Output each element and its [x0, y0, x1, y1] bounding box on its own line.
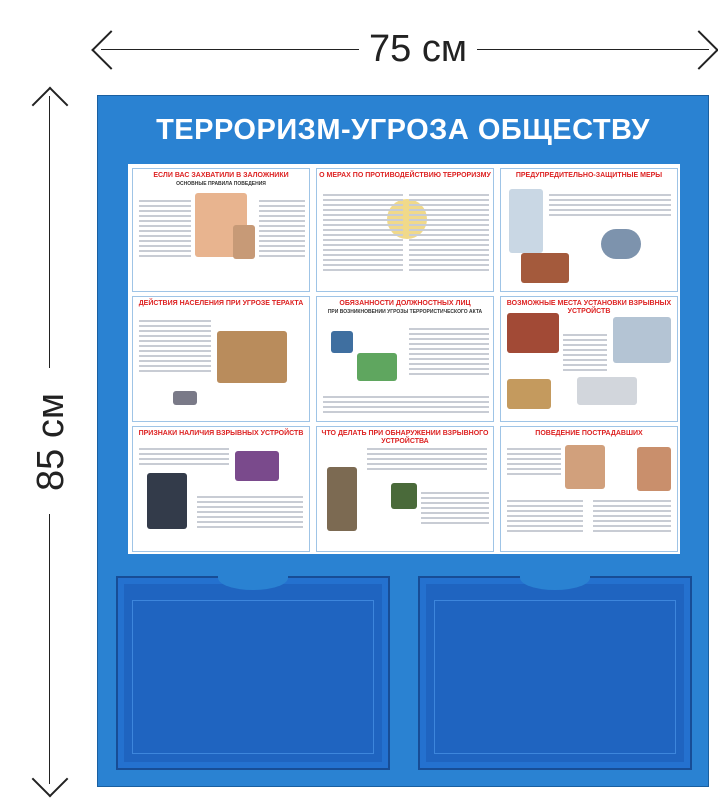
information-stand — [97, 95, 709, 787]
dimension-line — [49, 514, 50, 784]
panel-subtitle: ОСНОВНЫЕ ПРАВИЛА ПОВЕДЕНИЯ — [176, 181, 266, 187]
panel-counter-terrorism — [316, 168, 494, 292]
person-illustration — [327, 467, 357, 531]
door-illustration — [509, 189, 543, 253]
text-block — [139, 445, 229, 468]
pocket-inner — [434, 600, 676, 754]
text-block — [421, 489, 489, 527]
panel-title: ДЕЙСТВИЯ НАСЕЛЕНИЯ ПРИ УГРОЗЕ ТЕРАКТА — [138, 300, 304, 307]
text-block — [367, 445, 487, 473]
text-block — [259, 197, 305, 260]
document-pocket-right[interactable] — [418, 576, 692, 770]
stand-title: ТЕРРОРИЗМ-УГРОЗА ОБЩЕСТВУ — [156, 114, 650, 146]
text-block — [507, 497, 583, 535]
arrow-up-icon — [32, 87, 69, 124]
bag-illustration — [147, 473, 187, 529]
panel-title: ЧТО ДЕЛАТЬ ПРИ ОБНАРУЖЕНИИ ВЗРЫВНОГО УСТРОЙСТВА — [321, 430, 489, 445]
panel-officials-duties — [316, 296, 494, 422]
factory-illustration — [507, 313, 559, 353]
panel-title: ВОЗМОЖНЫЕ МЕСТА УСТАНОВКИ ВЗРЫВНЫХ УСТРОЙСТВ — [506, 300, 672, 315]
panel-explosive-locations — [500, 296, 678, 422]
camera-illustration — [601, 229, 641, 259]
width-label: 75 см — [369, 28, 467, 70]
phone-illustration — [331, 331, 353, 353]
device-illustration — [391, 483, 417, 509]
panel-population-actions — [132, 296, 310, 422]
arrow-down-icon — [32, 761, 69, 798]
person-illustration — [637, 447, 671, 491]
panel-title: ПРИЗНАКИ НАЛИЧИЯ ВЗРЫВНЫХ УСТРОЙСТВ — [138, 430, 304, 437]
panel-title: О МЕРАХ ПО ПРОТИВОДЕЙСТВИЮ ТЕРРОРИЗМУ — [319, 172, 491, 179]
pocket-notch — [218, 576, 288, 590]
panel-subtitle: ПРИ ВОЗНИКНОВЕНИИ УГРОЗЫ ТЕРРОРИСТИЧЕСКОГО АКТА — [327, 309, 483, 315]
pocket-inner — [132, 600, 374, 754]
text-block — [197, 493, 303, 531]
room-illustration — [217, 331, 287, 383]
pocket-notch — [520, 576, 590, 590]
document-pocket-left[interactable] — [116, 576, 390, 770]
height-dimension — [20, 92, 80, 792]
height-label: 85 см — [30, 393, 72, 491]
panel-victims-behavior — [500, 426, 678, 552]
child-illustration — [233, 225, 255, 259]
text-block — [563, 331, 607, 374]
panel-explosive-signs — [132, 426, 310, 552]
panel-device-found — [316, 426, 494, 552]
text-block — [139, 197, 191, 260]
parking-illustration — [577, 377, 637, 405]
container-illustration — [357, 353, 397, 381]
panel-title: ПРЕДУПРЕДИТЕЛЬНО-ЗАЩИТНЫЕ МЕРЫ — [515, 172, 663, 179]
panel-title: ЕСЛИ ВАС ЗАХВАТИЛИ В ЗАЛОЖНИКИ — [153, 172, 289, 179]
person-on-phone-illustration — [565, 445, 605, 489]
dimension-line — [49, 96, 50, 368]
poster — [128, 164, 680, 554]
building-illustration — [521, 253, 569, 283]
arrow-left-icon — [91, 30, 131, 70]
text-block — [139, 317, 211, 375]
panel-hostage — [132, 168, 310, 292]
object-illustration — [173, 391, 197, 405]
text-block — [409, 325, 489, 378]
panel-title: ОБЯЗАННОСТИ ДОЛЖНОСТНЫХ ЛИЦ — [339, 300, 471, 307]
text-block — [409, 191, 489, 274]
truck-illustration — [235, 451, 279, 481]
text-block — [323, 191, 403, 274]
text-block — [593, 497, 671, 535]
dimension-line — [101, 49, 359, 50]
text-block — [549, 191, 671, 219]
text-block — [507, 445, 561, 478]
dimension-line — [477, 49, 709, 50]
office-illustration — [613, 317, 671, 363]
arrow-right-icon — [679, 30, 718, 70]
kiosk-illustration — [507, 379, 551, 409]
width-dimension — [95, 22, 715, 72]
text-block — [323, 393, 489, 416]
panel-preventive-measures — [500, 168, 678, 292]
panel-title: ПОВЕДЕНИЕ ПОСТРАДАВШИХ — [535, 430, 643, 437]
